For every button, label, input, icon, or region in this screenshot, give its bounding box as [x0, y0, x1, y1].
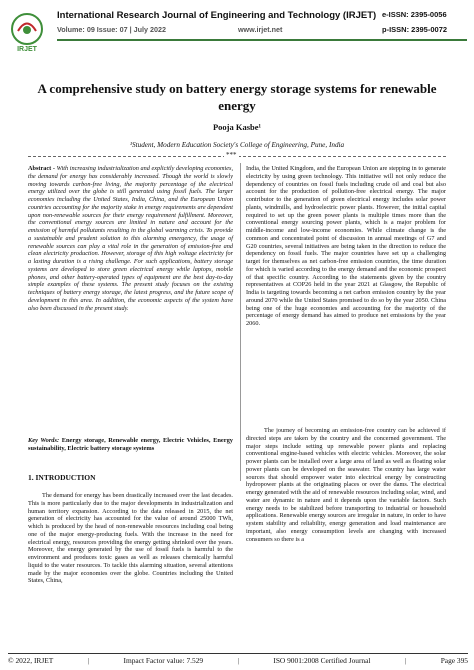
introduction-right-bottom — [246, 427, 446, 543]
separator-mark: *** — [226, 151, 237, 159]
abstract-label: Abstract - — [28, 165, 55, 172]
footer-iso: ISO 9001:2008 Certified Journal — [273, 656, 371, 665]
author-name: Pooja Kasbe¹ — [212, 122, 262, 132]
journal-logo — [6, 10, 48, 56]
header-rule — [57, 39, 467, 41]
footer-separator: | — [87, 656, 90, 665]
keywords-label: Key Words: — [28, 437, 60, 444]
affiliation: ¹Student, Modern Education Society's College of Engineering, Pune, India — [129, 141, 345, 149]
footer-separator: | — [404, 656, 407, 665]
volume-issue: Volume: 09 Issue: 07 | July 2022 — [57, 25, 166, 34]
introduction-right-top — [246, 165, 446, 328]
footer-page-number: Page 395 — [440, 656, 468, 665]
footer-separator: | — [237, 656, 239, 665]
introduction-paragraph-2: The journey of becoming an emission-free country can be achieved if directed steps are taken by the country and the concerned government. The major steps include setting up renewable power plants and replacing conventional engine-based vehicles with electric vehicles. Moreover, the solar power plants can be installed over a large area of land as well as floating solar power plants can be developed on the seawater. The country has large water sources that should empower water into electrical energy by constructing hydropower plants at the originating places or over the dams. The electrical energy generated with the aid of renewable resources including solar, wind, and water are dynamic in nature and it depends upon the variable factors. Such energy needs to be stabilized before transporting to industrial or household applications. Renewable energy sources are irregular in nature, in order to have system stability and reliability, energy generation and load maintenance are important, also energy consumption levels are changing with increased consumers so there is a — [246, 427, 446, 543]
introduction-paragraph: The demand for energy has been drastically increased over the last decades. This is more particularly due to the major developments in industrialization and human territory expansion. According to the data released in 2015, the net generation of electricity has accounted for the value of around 25000 TWh, which is produced by the head of non-renewable resources including coal being one of the major energy-producing fuels. With the increase in the need for electrical energy, resources providing the energy getting shrinked over the years. Moreover, the energy generated by the use of fossil fuels is harmful to the environment and produces toxic gases as well as releases chemically harmful liquid to the water resources. To tackle this alarming situation, several attentions made by the major economies over the globe. Countries including the United States, China, — [28, 492, 233, 585]
column-divider — [240, 163, 242, 481]
introduction-paragraph-continued: India, the United Kingdom, and the European Union are stepping in to generate electricity by using green technology. This initiative will not only reduce the dependency of countries on fossil fuels including crude oil and coal but also account for the production of pollution-free electrical energy. The major contributor to the generation of green electrical energy includes solar power plants, windmills, and hydroelectric power plants. However, the initial capital required to set up the green power plants is multiple times more than the conventional energy sourcing power plants, which is a major problem for middle-income and low-income economies. While climate change is the common and concentrated point of discussion in annual meetings of G7 and G20 countries, several initiatives are being taken in the direction to reduce the dependency on fossil fuels. The major countries have set up a challenging target for themselves as net carbon-free emission countries, the time duration for which is varied according to the energy demand and the economic prospect of that specific country. According to the statements given by the country representatives at COP26 held in the year 2021 at Glasgow, the Republic of India is targeting towards becoming a net carbon emission country by the year around 2070 while the United States promised to do so by the year 2050. China being one of the huge economies and accounting for the majority of the percentage of energy demand has aimed to produce net emissions by the year 2060. — [246, 165, 446, 327]
introduction-left-text — [28, 492, 233, 585]
paper-title: A comprehensive study on battery energy storage systems for renewable energy — [37, 81, 437, 113]
keywords-text: Energy storage, Renewable energy, Electric Vehicles, Energy sustainability, Electric battery storage systems — [28, 437, 233, 452]
section-heading-introduction: 1. INTRODUCTION — [28, 473, 96, 482]
p-issn: p-ISSN: 2395-0072 — [382, 25, 448, 34]
logo-text: IRJET — [17, 46, 37, 53]
website-link[interactable]: www.irjet.net — [237, 25, 283, 34]
page-footer — [8, 656, 468, 665]
footer-impact-factor: Impact Factor value: 7.529 — [123, 656, 204, 665]
abstract — [28, 165, 233, 312]
keywords — [28, 437, 233, 453]
footer-rule — [8, 653, 468, 654]
volume-line — [57, 25, 282, 34]
journal-name: International Research Journal of Engineering and Technology (IRJET) — [57, 10, 377, 21]
abstract-text: With increasing industrialization and explicitly developing economies, the demand for energy has considerably increased. Though the world is slowly moving towards carbon-free living, the majority percentage of the electrical energy utilized over the globe is still generated using fossil fuels. The larger economies including the United States, India, China, and the European Union countries accounting for the majority stake in energy requirements are dependent upon non-renewable sources for their energy requirement fulfillment. Moreover, the conventional energy sources are limited in nature and account for the emission of harmful pollutants resulting in the global warming crisis. To provide a sustainable and prudent solution to this alarming emergency, the usage of renewable sources can play a vital role in the generation of emission-free and clean electricity production. However, storage of this high voltage electricity for a lasting duration is a rising challenge. For such applications, battery storage systems are developed to store green electrical energy while laptops, mobile phones, and other battery-operated types of equipment are the best day-to-day simple examples of these systems. The present study focuses on the existing techniques of battery energy storage, the latest progress, and the future scope of development in this area. In addition, the economic aspects of the system have also been discussed in the present study. — [28, 165, 234, 312]
e-issn: e-ISSN: 2395-0056 — [382, 10, 447, 19]
footer-copyright: © 2022, IRJET — [8, 656, 54, 665]
